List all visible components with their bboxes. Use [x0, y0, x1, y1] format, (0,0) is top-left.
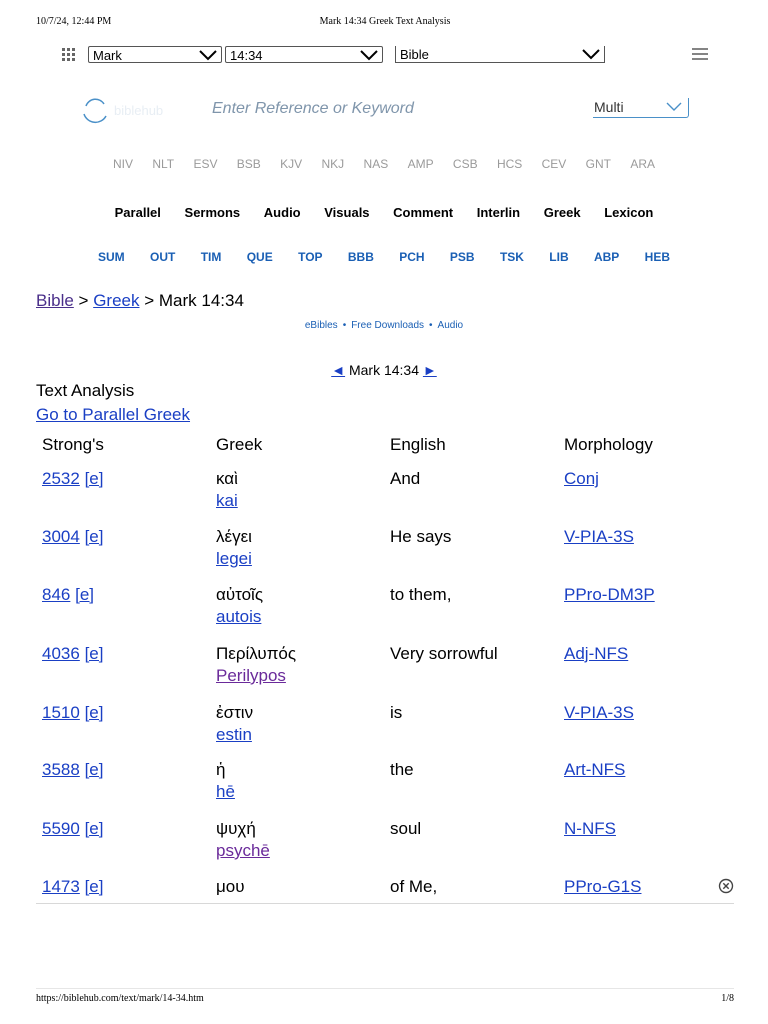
transliteration-link[interactable]: legei — [216, 549, 252, 568]
site-logo[interactable] — [80, 96, 180, 124]
greek-cell — [216, 760, 235, 802]
verse-label: Mark 14:34 — [348, 362, 420, 378]
nav-audio[interactable]: Audio — [263, 205, 301, 220]
englishmans-link[interactable]: [e] — [84, 644, 104, 663]
search-row — [76, 94, 692, 124]
nav-lexicon[interactable]: Lexicon — [604, 205, 654, 220]
version-link[interactable]: CSB — [452, 157, 478, 171]
greek-cell — [216, 585, 263, 627]
version-link[interactable]: GNT — [585, 157, 612, 171]
nav-visuals[interactable]: Visuals — [324, 205, 370, 220]
version-link[interactable]: NAS — [363, 157, 389, 171]
code-link[interactable]: SUM — [98, 250, 125, 264]
morphology-cell — [564, 644, 628, 664]
chevron-down-icon — [199, 49, 217, 61]
code-link[interactable]: TSK — [499, 250, 524, 264]
prev-verse-icon[interactable]: ◄ — [331, 362, 346, 378]
strongs-link[interactable]: 2532 — [42, 469, 80, 488]
strongs-link[interactable]: 3588 — [42, 760, 80, 779]
hamburger-menu-icon[interactable] — [692, 47, 708, 61]
version-link[interactable]: ESV — [193, 157, 218, 171]
english-cell: is — [390, 703, 403, 722]
strongs-link[interactable]: 3004 — [42, 527, 80, 546]
breadcrumb-current: Mark 14:34 — [158, 291, 244, 310]
version-link[interactable]: HCS — [496, 157, 523, 171]
greek-word: καὶ — [216, 469, 238, 488]
english-cell: He says — [390, 527, 452, 546]
greek-cell — [216, 644, 296, 686]
strongs-cell — [42, 760, 103, 780]
greek-cell — [216, 469, 238, 511]
greek-word: ψυχή — [216, 819, 256, 838]
morphology-link[interactable]: PPro-DM3P — [564, 585, 655, 604]
column-header-strongs: Strong's — [42, 435, 104, 454]
nav-greek[interactable]: Greek — [543, 205, 581, 220]
code-link[interactable]: TIM — [200, 250, 222, 264]
englishmans-link[interactable]: [e] — [84, 469, 104, 488]
morphology-cell — [564, 819, 616, 839]
search-mode-select[interactable] — [593, 98, 689, 118]
morphology-link[interactable]: V-PIA-3S — [564, 703, 634, 722]
morphology-link[interactable]: N-NFS — [564, 819, 616, 838]
chevron-down-icon — [666, 102, 682, 112]
greek-word: λέγει — [216, 527, 252, 546]
morphology-cell — [564, 469, 599, 489]
code-link[interactable]: BBB — [347, 250, 374, 264]
morphology-cell — [564, 760, 625, 780]
greek-word: αὐτοῖς — [216, 585, 264, 604]
code-link[interactable]: LIB — [549, 250, 569, 264]
code-link[interactable]: PCH — [399, 250, 425, 264]
top-bar — [60, 44, 708, 66]
english-cell: Very sorrowful — [390, 644, 498, 663]
strongs-cell — [42, 469, 103, 489]
greek-cell — [216, 877, 245, 897]
parallel-greek-link[interactable]: Go to Parallel Greek — [36, 405, 191, 424]
transliteration-link[interactable]: psychē — [216, 841, 270, 860]
version-link[interactable]: CEV — [541, 157, 567, 171]
morphology-link[interactable]: Art-NFS — [564, 760, 626, 779]
chapter-select[interactable] — [225, 46, 383, 63]
next-verse-icon[interactable]: ► — [422, 362, 437, 378]
transliteration-link[interactable]: autois — [216, 607, 262, 626]
section-nav — [0, 205, 768, 220]
svg-text:biblehub: biblehub — [114, 103, 164, 118]
code-link[interactable]: OUT — [150, 250, 176, 264]
version-select-value: Bible — [400, 47, 429, 62]
print-header — [36, 16, 734, 30]
englishmans-link[interactable]: [e] — [84, 760, 104, 779]
breadcrumb-greek[interactable]: Greek — [93, 291, 140, 310]
nav-comment[interactable]: Comment — [393, 205, 454, 220]
morphology-link[interactable]: Conj — [564, 469, 599, 488]
footer-divider — [36, 988, 734, 989]
code-link[interactable]: ABP — [593, 250, 620, 264]
nav-sermons[interactable]: Sermons — [184, 205, 241, 220]
chapter-select-value: 14:34 — [230, 48, 263, 63]
morphology-cell — [564, 585, 655, 605]
morphology-link[interactable]: PPro-G1S — [564, 877, 642, 896]
page-title: Text Analysis — [36, 381, 135, 400]
print-title: Mark 14:34 Greek Text Analysis — [319, 16, 451, 27]
greek-cell — [216, 527, 252, 569]
english-cell: And — [390, 469, 421, 488]
bullet-icon: • — [429, 320, 433, 331]
strongs-cell — [42, 527, 103, 547]
morphology-cell — [564, 877, 641, 897]
print-footer — [36, 993, 734, 1007]
version-link[interactable]: KJV — [280, 157, 303, 171]
strongs-cell — [42, 644, 103, 664]
sub-links — [0, 320, 768, 331]
greek-cell — [216, 819, 270, 861]
code-link[interactable]: QUE — [246, 250, 273, 264]
strongs-link[interactable]: 1473 — [42, 877, 80, 896]
strongs-cell — [42, 703, 103, 723]
code-link[interactable]: TOP — [298, 250, 323, 264]
version-link[interactable]: BSB — [236, 157, 261, 171]
nav-interlin[interactable]: Interlin — [476, 205, 521, 220]
englishmans-link[interactable]: [e] — [75, 585, 95, 604]
table-divider — [36, 903, 734, 904]
chevron-down-icon — [360, 49, 378, 61]
morphology-link[interactable]: V-PIA-3S — [564, 527, 634, 546]
strongs-link[interactable]: 4036 — [42, 644, 80, 663]
print-url: https://biblehub.com/text/mark/14-34.htm — [36, 993, 204, 1004]
audio-link[interactable]: Audio — [437, 320, 464, 331]
greek-word: μου — [216, 877, 245, 896]
greek-cell — [216, 703, 253, 745]
morphology-cell — [564, 703, 634, 723]
version-link[interactable]: NIV — [112, 157, 133, 171]
book-select[interactable] — [88, 46, 222, 63]
chevron-down-icon — [582, 48, 600, 60]
greek-word: Περίλυπός — [216, 644, 297, 663]
strongs-link[interactable]: 846 — [42, 585, 71, 604]
english-cell: the — [390, 760, 414, 779]
englishmans-link[interactable]: [e] — [84, 527, 104, 546]
strongs-cell — [42, 877, 103, 897]
print-timestamp: 10/7/24, 12:44 PM — [36, 16, 112, 27]
version-link[interactable]: ARA — [630, 157, 656, 171]
morphology-cell — [564, 527, 634, 547]
ebibles-link[interactable]: eBibles — [304, 320, 338, 331]
transliteration-link[interactable]: estin — [216, 725, 252, 744]
nav-parallel[interactable]: Parallel — [114, 205, 161, 220]
close-icon[interactable] — [718, 878, 734, 894]
column-header-greek: Greek — [216, 435, 263, 454]
englishmans-link[interactable]: [e] — [84, 877, 104, 896]
column-header-morphology: Morphology — [564, 435, 653, 454]
version-select[interactable] — [395, 46, 605, 63]
english-cell: to them, — [390, 585, 452, 604]
strongs-cell — [42, 585, 94, 605]
greek-word: ἡ — [216, 760, 226, 779]
greek-word: ἐστιν — [216, 703, 254, 722]
englishmans-link[interactable]: [e] — [84, 703, 104, 722]
english-cell: of Me, — [390, 877, 438, 896]
book-select-value: Mark — [93, 48, 122, 63]
strongs-cell — [42, 819, 103, 839]
transliteration-link[interactable]: hē — [216, 782, 235, 801]
transliteration-link[interactable]: kai — [216, 491, 238, 510]
version-link[interactable]: NLT — [152, 157, 175, 171]
version-link[interactable]: AMP — [407, 157, 434, 171]
free-downloads-link[interactable]: Free Downloads — [351, 320, 425, 331]
search-mode-value: Multi — [594, 99, 624, 115]
version-links — [0, 157, 768, 171]
resource-codes — [0, 250, 768, 264]
english-cell: soul — [390, 819, 422, 838]
verse-navigation — [0, 362, 768, 378]
morphology-link[interactable]: Adj-NFS — [564, 644, 629, 663]
strongs-link[interactable]: 5590 — [42, 819, 80, 838]
logo-mark-icon — [80, 96, 180, 124]
breadcrumb-separator: > — [139, 291, 159, 310]
englishmans-link[interactable]: [e] — [84, 819, 104, 838]
breadcrumb-separator: > — [73, 291, 94, 310]
column-header-english: English — [390, 435, 446, 454]
print-page-number: 1/8 — [721, 993, 734, 1004]
search-input[interactable] — [210, 97, 574, 121]
code-link[interactable]: PSB — [449, 250, 475, 264]
breadcrumb — [36, 291, 244, 311]
bullet-icon: • — [342, 320, 347, 331]
breadcrumb-bible[interactable]: Bible — [36, 291, 74, 310]
strongs-link[interactable]: 1510 — [42, 703, 80, 722]
grid-icon[interactable] — [62, 48, 76, 62]
code-link[interactable]: HEB — [644, 250, 670, 264]
version-link[interactable]: NKJ — [321, 157, 345, 171]
transliteration-link[interactable]: Perilypos — [216, 666, 286, 685]
